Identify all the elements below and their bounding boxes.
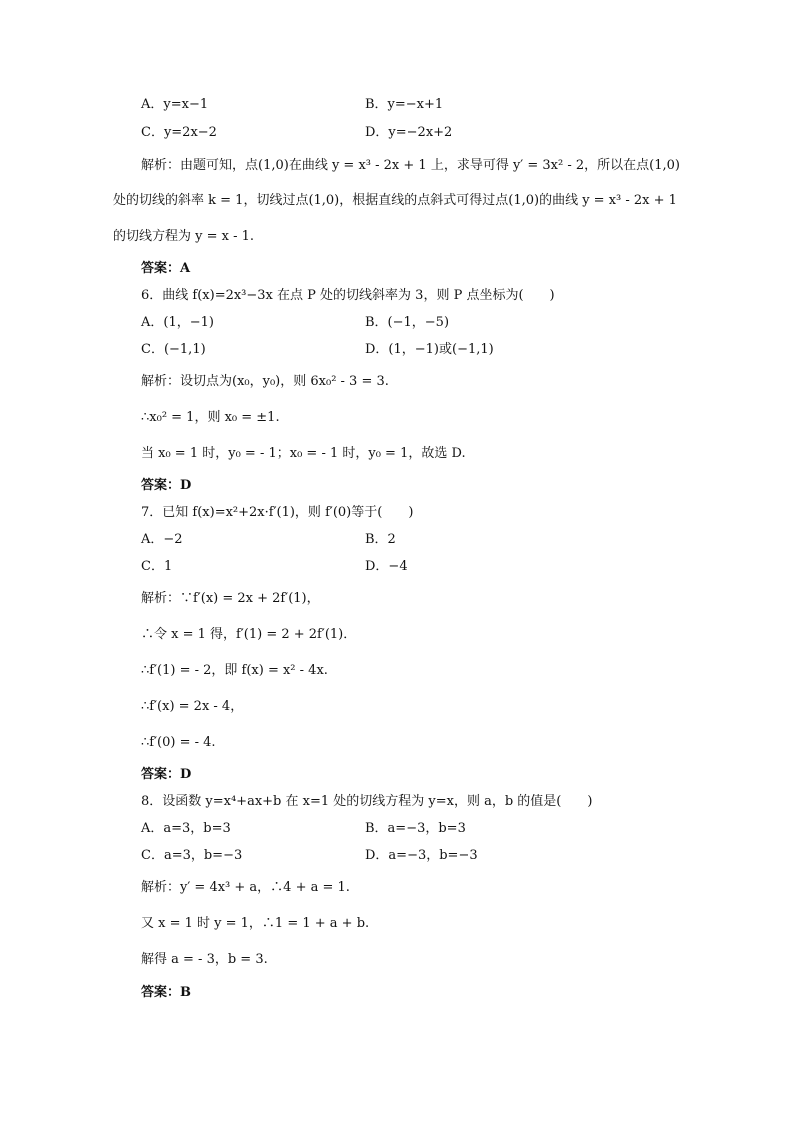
q8-stem: 8．设函数 y=x⁴+ax+b 在 x=1 处的切线方程为 y=x，则 a，b 的值是( ): [141, 794, 593, 809]
q6-option-c: C．(−1,1): [141, 342, 206, 357]
q5-option-c: C．y=2x−2: [141, 125, 217, 140]
q7-option-a: A．−2: [141, 532, 183, 547]
q7-option-c: C．1: [141, 559, 173, 574]
q7-option-b: B．2: [365, 532, 396, 547]
q8-option-a: A．a=3，b=3: [141, 821, 231, 836]
q7-solution-line-3: ∴f′(1) = - 2，即 f(x) = x² - 4x.: [141, 663, 328, 678]
q7-solution-line-2: ∴令 x = 1 得，f′(1) = 2 + 2f′(1)．: [141, 627, 357, 642]
q5-solution-line-2: 处的切线的斜率 k = 1，切线过点(1,0)，根据直线的点斜式可得过点(1,0)的曲线 y = x³ - 2x + 1: [113, 193, 677, 208]
q7-option-d: D．−4: [365, 559, 408, 574]
q6-solution-line-2: ∴x₀² = 1，则 x₀ = ±1.: [141, 410, 280, 425]
q5-option-d: D．y=−2x+2: [365, 125, 453, 140]
q6-option-a: A．(1，−1): [141, 315, 214, 330]
q8-solution-line-2: 又 x = 1 时 y = 1，∴1 = 1 + a + b.: [141, 916, 370, 931]
q6-option-b: B．(−1，−5): [365, 315, 450, 330]
q5-option-a: A．y=x−1: [141, 97, 209, 112]
q8-solution-line-1: 解析：y′ = 4x³ + a，∴4 + a = 1.: [141, 880, 350, 895]
q8-option-c: C．a=3，b=−3: [141, 848, 243, 863]
q6-stem: 6．曲线 f(x)=2x³−3x 在点 P 处的切线斜率为 3，则 P 点坐标为( ): [141, 288, 555, 303]
q6-option-d: D．(1，−1)或(−1,1): [365, 342, 494, 357]
q6-answer: 答案：D: [141, 478, 192, 493]
q5-solution-line-1: 解析：由题可知，点(1,0)在曲线 y = x³ - 2x + 1 上，求导可得 y′ = 3x² - 2，所以在点(1,0): [141, 158, 680, 173]
q5-option-b: B．y=−x+1: [365, 97, 444, 112]
q6-solution-line-1: 解析：设切点为(x₀，y₀)，则 6x₀² - 3 = 3.: [141, 374, 389, 389]
q5-answer: 答案：A: [141, 261, 191, 276]
q6-solution-line-3: 当 x₀ = 1 时，y₀ = - 1；x₀ = - 1 时，y₀ = 1，故选 D.: [141, 446, 466, 461]
q8-answer: 答案：B: [141, 985, 191, 1000]
q5-solution-line-3: 的切线方程为 y = x - 1.: [113, 229, 255, 244]
q8-solution-line-3: 解得 a = - 3，b = 3.: [141, 952, 268, 967]
q7-answer: 答案：D: [141, 767, 192, 782]
q8-option-d: D．a=−3，b=−3: [365, 848, 478, 863]
q7-solution-line-5: ∴f′(0) = - 4.: [141, 735, 216, 750]
q7-solution-line-4: ∴f′(x) = 2x - 4，: [141, 699, 244, 714]
q8-option-b: B．a=−3，b=3: [365, 821, 466, 836]
q7-solution-line-1: 解析：∵f′(x) = 2x + 2f′(1)，: [141, 591, 320, 606]
q7-stem: 7．已知 f(x)=x²+2x·f′(1)，则 f′(0)等于( ): [141, 505, 414, 520]
